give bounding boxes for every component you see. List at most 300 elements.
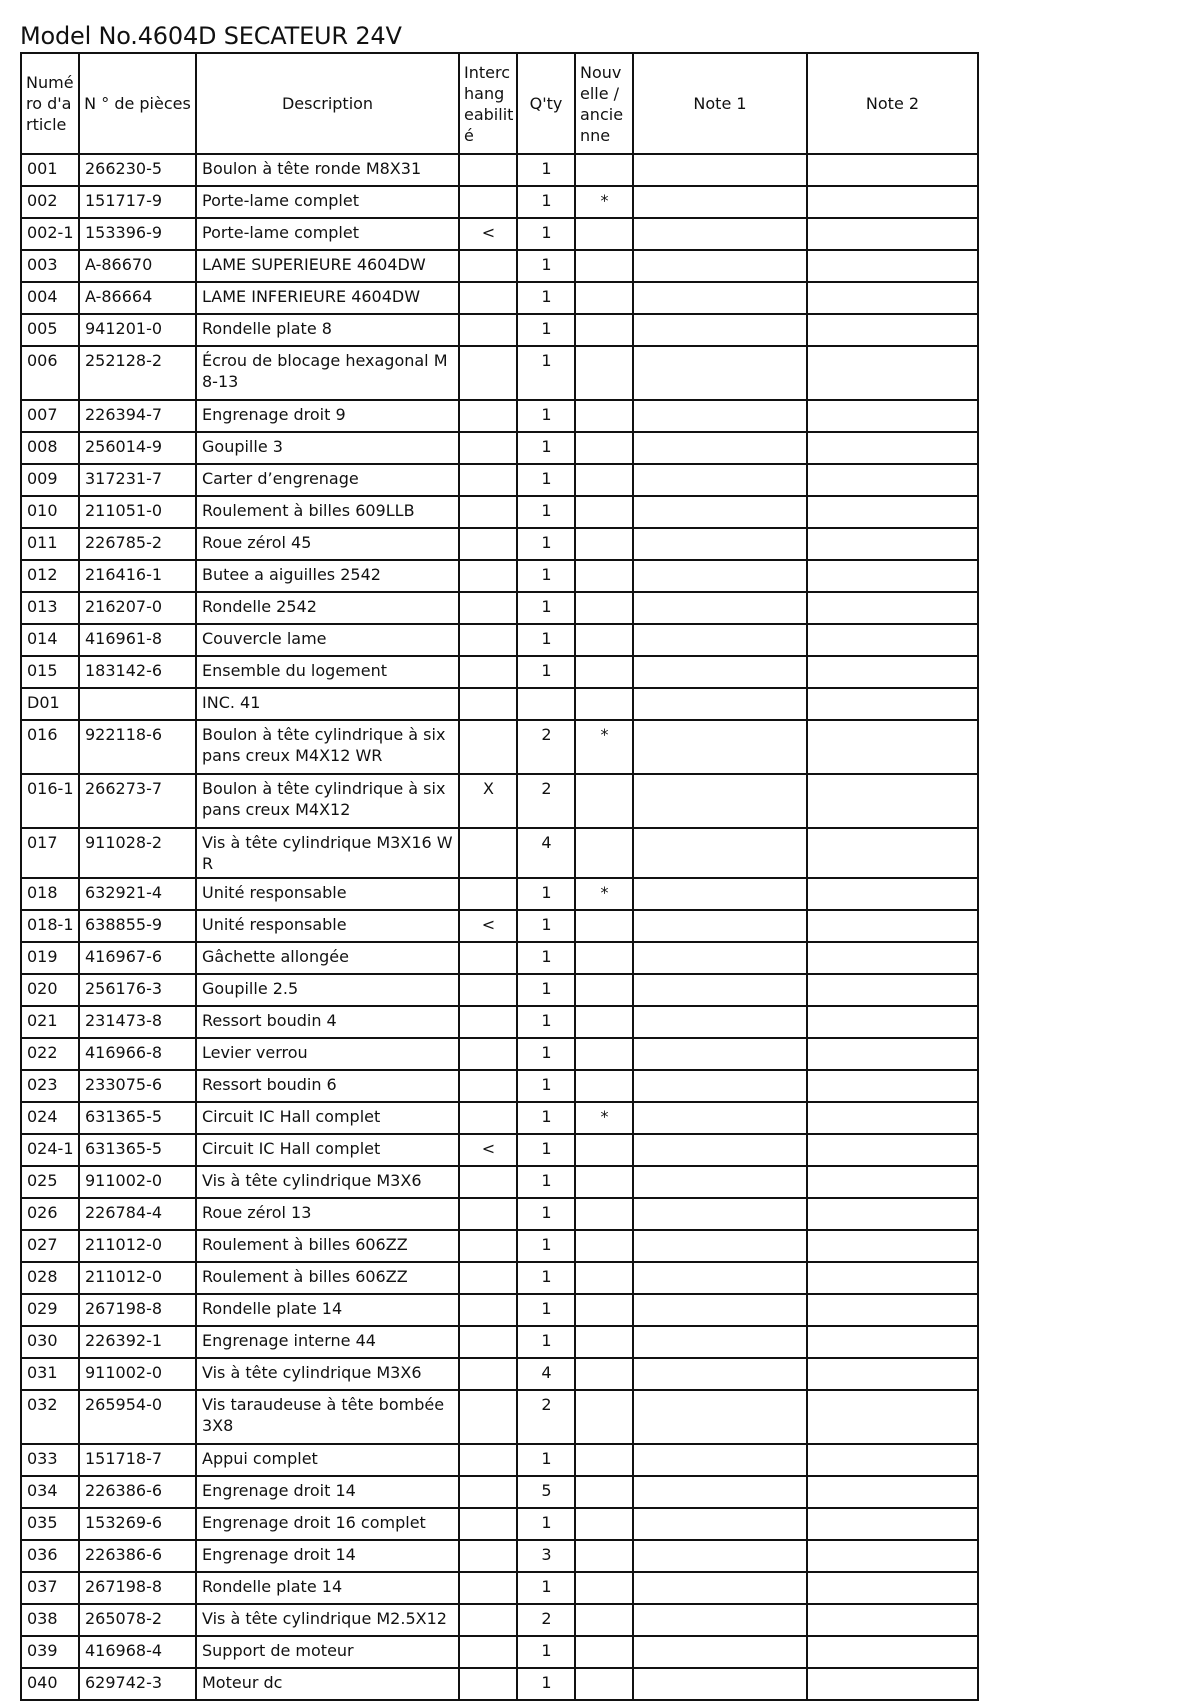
cell-description: Support de moteur — [196, 1636, 459, 1668]
cell-quantity: 2 — [517, 720, 575, 774]
cell-description: Vis à tête cylindrique M3X6 — [196, 1358, 459, 1390]
cell-interchangeability — [459, 496, 517, 528]
cell-note-2 — [807, 282, 978, 314]
cell-quantity: 1 — [517, 282, 575, 314]
cell-description: Levier verrou — [196, 1038, 459, 1070]
cell-item-number: 005 — [21, 314, 79, 346]
cell-note-1 — [633, 1166, 807, 1198]
cell-note-2 — [807, 432, 978, 464]
table-row — [21, 1198, 978, 1230]
cell-description: Roulement à billes 609LLB — [196, 496, 459, 528]
cell-note-2 — [807, 496, 978, 528]
table-row — [21, 560, 978, 592]
cell-item-number: 010 — [21, 496, 79, 528]
cell-interchangeability — [459, 432, 517, 464]
cell-item-number: 024 — [21, 1102, 79, 1134]
cell-item-number: 013 — [21, 592, 79, 624]
table-body — [21, 154, 978, 1700]
table-row — [21, 624, 978, 656]
cell-new-old: * — [575, 720, 633, 774]
cell-note-1 — [633, 942, 807, 974]
cell-item-number: 016 — [21, 720, 79, 774]
header-note-1: Note 1 — [633, 53, 807, 154]
table-row — [21, 1230, 978, 1262]
cell-part-number: 941201-0 — [79, 314, 196, 346]
cell-note-1 — [633, 1262, 807, 1294]
table-row — [21, 1294, 978, 1326]
cell-description: Écrou de blocage hexagonal M8-13 — [196, 346, 459, 400]
cell-note-1 — [633, 910, 807, 942]
cell-note-1 — [633, 464, 807, 496]
cell-item-number: 028 — [21, 1262, 79, 1294]
header-description: Description — [196, 53, 459, 154]
cell-part-number: 632921-4 — [79, 878, 196, 910]
header-new-old: Nouv elle / ancie nne — [575, 53, 633, 154]
cell-part-number: 226784-4 — [79, 1198, 196, 1230]
cell-interchangeability — [459, 1358, 517, 1390]
cell-note-1 — [633, 1668, 807, 1700]
cell-part-number: 231473-8 — [79, 1006, 196, 1038]
cell-interchangeability — [459, 624, 517, 656]
cell-description: Unité responsable — [196, 910, 459, 942]
cell-part-number: 153396-9 — [79, 218, 196, 250]
cell-quantity: 1 — [517, 592, 575, 624]
cell-item-number: 018-1 — [21, 910, 79, 942]
cell-part-number: 416968-4 — [79, 1636, 196, 1668]
table-row — [21, 1326, 978, 1358]
cell-note-2 — [807, 828, 978, 878]
cell-item-number: 020 — [21, 974, 79, 1006]
cell-quantity — [517, 688, 575, 720]
cell-interchangeability — [459, 1668, 517, 1700]
cell-note-2 — [807, 1476, 978, 1508]
cell-part-number: 226386-6 — [79, 1540, 196, 1572]
cell-item-number: 023 — [21, 1070, 79, 1102]
cell-description: Goupille 3 — [196, 432, 459, 464]
cell-note-2 — [807, 1508, 978, 1540]
cell-part-number: 265078-2 — [79, 1604, 196, 1636]
cell-description: LAME INFERIEURE 4604DW — [196, 282, 459, 314]
cell-part-number: 267198-8 — [79, 1572, 196, 1604]
cell-note-1 — [633, 560, 807, 592]
parts-table — [20, 52, 979, 1701]
cell-note-2 — [807, 154, 978, 186]
table-row — [21, 528, 978, 560]
cell-description: Butee a aiguilles 2542 — [196, 560, 459, 592]
cell-note-2 — [807, 1070, 978, 1102]
cell-part-number: 416966-8 — [79, 1038, 196, 1070]
cell-interchangeability — [459, 1636, 517, 1668]
cell-quantity: 1 — [517, 1038, 575, 1070]
cell-note-1 — [633, 1390, 807, 1444]
table-row — [21, 688, 978, 720]
cell-new-old — [575, 624, 633, 656]
cell-item-number: 016-1 — [21, 774, 79, 828]
cell-interchangeability — [459, 828, 517, 878]
cell-part-number: 266230-5 — [79, 154, 196, 186]
cell-description: LAME SUPERIEURE 4604DW — [196, 250, 459, 282]
cell-note-2 — [807, 1668, 978, 1700]
table-row — [21, 400, 978, 432]
cell-item-number: 031 — [21, 1358, 79, 1390]
cell-quantity: 1 — [517, 496, 575, 528]
cell-new-old — [575, 154, 633, 186]
cell-interchangeability — [459, 1508, 517, 1540]
cell-note-2 — [807, 1444, 978, 1476]
cell-new-old — [575, 282, 633, 314]
cell-quantity: 1 — [517, 624, 575, 656]
cell-part-number: 911002-0 — [79, 1166, 196, 1198]
cell-note-1 — [633, 528, 807, 560]
table-row — [21, 1070, 978, 1102]
table-row — [21, 656, 978, 688]
cell-part-number: 631365-5 — [79, 1102, 196, 1134]
table-row — [21, 218, 978, 250]
cell-item-number: 040 — [21, 1668, 79, 1700]
cell-note-2 — [807, 1198, 978, 1230]
cell-part-number: 211012-0 — [79, 1230, 196, 1262]
cell-note-1 — [633, 1326, 807, 1358]
cell-note-1 — [633, 774, 807, 828]
cell-item-number: 033 — [21, 1444, 79, 1476]
cell-new-old — [575, 1476, 633, 1508]
cell-note-1 — [633, 1508, 807, 1540]
cell-quantity: 1 — [517, 528, 575, 560]
cell-note-1 — [633, 186, 807, 218]
cell-description: Boulon à tête cylindrique à six pans creux M4X12 — [196, 774, 459, 828]
cell-item-number: 026 — [21, 1198, 79, 1230]
cell-description: Vis à tête cylindrique M3X16 WR — [196, 828, 459, 878]
table-row — [21, 974, 978, 1006]
header-part-number: N ° de pièces — [79, 53, 196, 154]
cell-new-old — [575, 1572, 633, 1604]
cell-item-number: 037 — [21, 1572, 79, 1604]
cell-interchangeability — [459, 1102, 517, 1134]
cell-note-1 — [633, 720, 807, 774]
table-row — [21, 1444, 978, 1476]
cell-part-number: 267198-8 — [79, 1294, 196, 1326]
cell-new-old — [575, 910, 633, 942]
cell-interchangeability: < — [459, 1134, 517, 1166]
cell-part-number — [79, 688, 196, 720]
cell-item-number: 009 — [21, 464, 79, 496]
cell-note-2 — [807, 218, 978, 250]
cell-description: Engrenage interne 44 — [196, 1326, 459, 1358]
cell-description: Rondelle plate 8 — [196, 314, 459, 346]
cell-part-number: 416967-6 — [79, 942, 196, 974]
cell-interchangeability — [459, 1070, 517, 1102]
cell-note-1 — [633, 656, 807, 688]
cell-note-1 — [633, 1444, 807, 1476]
cell-quantity: 1 — [517, 186, 575, 218]
cell-interchangeability — [459, 186, 517, 218]
table-row — [21, 1166, 978, 1198]
cell-part-number: 233075-6 — [79, 1070, 196, 1102]
cell-note-1 — [633, 1636, 807, 1668]
cell-note-1 — [633, 1038, 807, 1070]
cell-new-old — [575, 656, 633, 688]
cell-interchangeability — [459, 250, 517, 282]
cell-part-number: 153269-6 — [79, 1508, 196, 1540]
cell-description: Porte-lame complet — [196, 218, 459, 250]
cell-new-old — [575, 218, 633, 250]
table-row — [21, 314, 978, 346]
cell-new-old — [575, 1668, 633, 1700]
cell-note-1 — [633, 496, 807, 528]
table-row — [21, 1358, 978, 1390]
cell-part-number: 416961-8 — [79, 624, 196, 656]
cell-new-old — [575, 1540, 633, 1572]
cell-item-number: 015 — [21, 656, 79, 688]
cell-interchangeability: < — [459, 910, 517, 942]
cell-part-number: 226394-7 — [79, 400, 196, 432]
cell-interchangeability — [459, 1444, 517, 1476]
cell-quantity: 1 — [517, 464, 575, 496]
cell-note-1 — [633, 346, 807, 400]
cell-quantity: 1 — [517, 400, 575, 432]
cell-part-number: 151718-7 — [79, 1444, 196, 1476]
cell-part-number: 226392-1 — [79, 1326, 196, 1358]
cell-note-1 — [633, 432, 807, 464]
cell-description: Ressort boudin 4 — [196, 1006, 459, 1038]
cell-quantity: 1 — [517, 1262, 575, 1294]
cell-new-old — [575, 432, 633, 464]
cell-description: Engrenage droit 14 — [196, 1540, 459, 1572]
cell-new-old — [575, 1508, 633, 1540]
cell-item-number: 002-1 — [21, 218, 79, 250]
table-row — [21, 592, 978, 624]
cell-note-2 — [807, 314, 978, 346]
cell-description: Boulon à tête cylindrique à six pans creux M4X12 WR — [196, 720, 459, 774]
cell-note-2 — [807, 592, 978, 624]
table-row — [21, 1038, 978, 1070]
table-row — [21, 346, 978, 400]
cell-description: Engrenage droit 14 — [196, 1476, 459, 1508]
table-row — [21, 1508, 978, 1540]
cell-quantity: 1 — [517, 656, 575, 688]
cell-new-old — [575, 942, 633, 974]
cell-quantity: 1 — [517, 1294, 575, 1326]
cell-description: Engrenage droit 16 complet — [196, 1508, 459, 1540]
cell-note-2 — [807, 1038, 978, 1070]
cell-description: Engrenage droit 9 — [196, 400, 459, 432]
cell-interchangeability — [459, 154, 517, 186]
cell-description: Goupille 2.5 — [196, 974, 459, 1006]
cell-quantity: 1 — [517, 1102, 575, 1134]
cell-part-number: 317231-7 — [79, 464, 196, 496]
cell-quantity: 1 — [517, 346, 575, 400]
cell-interchangeability — [459, 1006, 517, 1038]
cell-note-2 — [807, 560, 978, 592]
cell-part-number: 911002-0 — [79, 1358, 196, 1390]
cell-note-1 — [633, 624, 807, 656]
table-row — [21, 942, 978, 974]
cell-quantity: 2 — [517, 1604, 575, 1636]
cell-description: Gâchette allongée — [196, 942, 459, 974]
table-row — [21, 1134, 978, 1166]
cell-part-number: 211012-0 — [79, 1262, 196, 1294]
cell-note-1 — [633, 1358, 807, 1390]
cell-part-number: 151717-9 — [79, 186, 196, 218]
cell-note-2 — [807, 1230, 978, 1262]
cell-item-number: 025 — [21, 1166, 79, 1198]
cell-note-2 — [807, 688, 978, 720]
cell-description: INC. 41 — [196, 688, 459, 720]
cell-description: Vis taraudeuse à tête bombée 3X8 — [196, 1390, 459, 1444]
table-row — [21, 720, 978, 774]
cell-interchangeability — [459, 656, 517, 688]
cell-quantity: 1 — [517, 1166, 575, 1198]
cell-quantity: 1 — [517, 154, 575, 186]
cell-new-old — [575, 560, 633, 592]
cell-note-2 — [807, 1540, 978, 1572]
cell-description: Roulement à billes 606ZZ — [196, 1230, 459, 1262]
cell-interchangeability — [459, 974, 517, 1006]
cell-quantity: 1 — [517, 1508, 575, 1540]
cell-new-old — [575, 346, 633, 400]
cell-interchangeability — [459, 1476, 517, 1508]
cell-note-1 — [633, 218, 807, 250]
cell-quantity: 5 — [517, 1476, 575, 1508]
cell-note-2 — [807, 910, 978, 942]
cell-interchangeability — [459, 1326, 517, 1358]
cell-note-1 — [633, 1604, 807, 1636]
cell-quantity: 1 — [517, 942, 575, 974]
cell-interchangeability: X — [459, 774, 517, 828]
cell-item-number: 029 — [21, 1294, 79, 1326]
cell-part-number: A-86670 — [79, 250, 196, 282]
cell-quantity: 1 — [517, 1230, 575, 1262]
cell-item-number: 021 — [21, 1006, 79, 1038]
cell-new-old — [575, 250, 633, 282]
cell-item-number: 003 — [21, 250, 79, 282]
cell-new-old — [575, 1358, 633, 1390]
cell-item-number: 014 — [21, 624, 79, 656]
cell-quantity: 1 — [517, 910, 575, 942]
cell-note-1 — [633, 828, 807, 878]
cell-description: Rondelle plate 14 — [196, 1572, 459, 1604]
cell-new-old — [575, 1326, 633, 1358]
cell-part-number: 256176-3 — [79, 974, 196, 1006]
cell-part-number: 638855-9 — [79, 910, 196, 942]
cell-new-old — [575, 1166, 633, 1198]
cell-part-number: 256014-9 — [79, 432, 196, 464]
table-row — [21, 496, 978, 528]
table-row — [21, 1006, 978, 1038]
cell-description: Roulement à billes 606ZZ — [196, 1262, 459, 1294]
cell-new-old — [575, 688, 633, 720]
cell-new-old: * — [575, 1102, 633, 1134]
cell-quantity: 1 — [517, 1326, 575, 1358]
cell-part-number: 911028-2 — [79, 828, 196, 878]
cell-description: Boulon à tête ronde M8X31 — [196, 154, 459, 186]
cell-part-number: 922118-6 — [79, 720, 196, 774]
cell-note-1 — [633, 1006, 807, 1038]
header-interchangeability: Interc hang eabilit é — [459, 53, 517, 154]
table-row — [21, 464, 978, 496]
cell-description: Carter d’engrenage — [196, 464, 459, 496]
cell-item-number: 039 — [21, 1636, 79, 1668]
cell-part-number: 265954-0 — [79, 1390, 196, 1444]
table-row — [21, 432, 978, 464]
cell-new-old — [575, 1636, 633, 1668]
cell-quantity: 1 — [517, 1668, 575, 1700]
cell-note-2 — [807, 1326, 978, 1358]
cell-note-1 — [633, 282, 807, 314]
cell-part-number: 252128-2 — [79, 346, 196, 400]
cell-item-number: 007 — [21, 400, 79, 432]
cell-note-1 — [633, 878, 807, 910]
cell-item-number: 008 — [21, 432, 79, 464]
table-row — [21, 828, 978, 878]
cell-description: Moteur dc — [196, 1668, 459, 1700]
cell-note-2 — [807, 1006, 978, 1038]
cell-note-2 — [807, 1358, 978, 1390]
cell-item-number: 019 — [21, 942, 79, 974]
cell-part-number: 226386-6 — [79, 1476, 196, 1508]
cell-note-1 — [633, 154, 807, 186]
cell-part-number: 226785-2 — [79, 528, 196, 560]
cell-interchangeability — [459, 688, 517, 720]
cell-interchangeability — [459, 282, 517, 314]
cell-new-old — [575, 1604, 633, 1636]
cell-item-number: 024-1 — [21, 1134, 79, 1166]
cell-note-1 — [633, 1572, 807, 1604]
cell-note-1 — [633, 400, 807, 432]
cell-description: Vis à tête cylindrique M2.5X12 — [196, 1604, 459, 1636]
cell-new-old — [575, 400, 633, 432]
cell-new-old — [575, 592, 633, 624]
cell-interchangeability — [459, 1390, 517, 1444]
cell-interchangeability — [459, 1540, 517, 1572]
cell-interchangeability — [459, 1262, 517, 1294]
cell-note-2 — [807, 774, 978, 828]
cell-quantity: 1 — [517, 1636, 575, 1668]
cell-note-2 — [807, 528, 978, 560]
cell-description: Ressort boudin 6 — [196, 1070, 459, 1102]
cell-note-1 — [633, 688, 807, 720]
cell-interchangeability — [459, 346, 517, 400]
cell-new-old — [575, 314, 633, 346]
cell-new-old — [575, 774, 633, 828]
cell-note-2 — [807, 624, 978, 656]
cell-description: Couvercle lame — [196, 624, 459, 656]
cell-description: Rondelle 2542 — [196, 592, 459, 624]
cell-note-1 — [633, 1476, 807, 1508]
cell-interchangeability — [459, 1294, 517, 1326]
cell-new-old — [575, 1134, 633, 1166]
cell-new-old — [575, 1230, 633, 1262]
cell-interchangeability — [459, 1572, 517, 1604]
cell-item-number: 035 — [21, 1508, 79, 1540]
cell-note-1 — [633, 592, 807, 624]
cell-note-2 — [807, 1262, 978, 1294]
cell-quantity: 1 — [517, 560, 575, 592]
cell-new-old — [575, 528, 633, 560]
cell-quantity: 2 — [517, 1390, 575, 1444]
cell-interchangeability — [459, 1604, 517, 1636]
cell-part-number: 216207-0 — [79, 592, 196, 624]
cell-new-old — [575, 974, 633, 1006]
cell-interchangeability — [459, 1230, 517, 1262]
header-item-number: Numé ro d'a rticle — [21, 53, 79, 154]
cell-note-2 — [807, 1166, 978, 1198]
cell-quantity: 1 — [517, 878, 575, 910]
page-title: Model No.4604D SECATEUR 24V — [20, 22, 402, 50]
cell-new-old: * — [575, 878, 633, 910]
cell-interchangeability — [459, 1198, 517, 1230]
table-row — [21, 878, 978, 910]
